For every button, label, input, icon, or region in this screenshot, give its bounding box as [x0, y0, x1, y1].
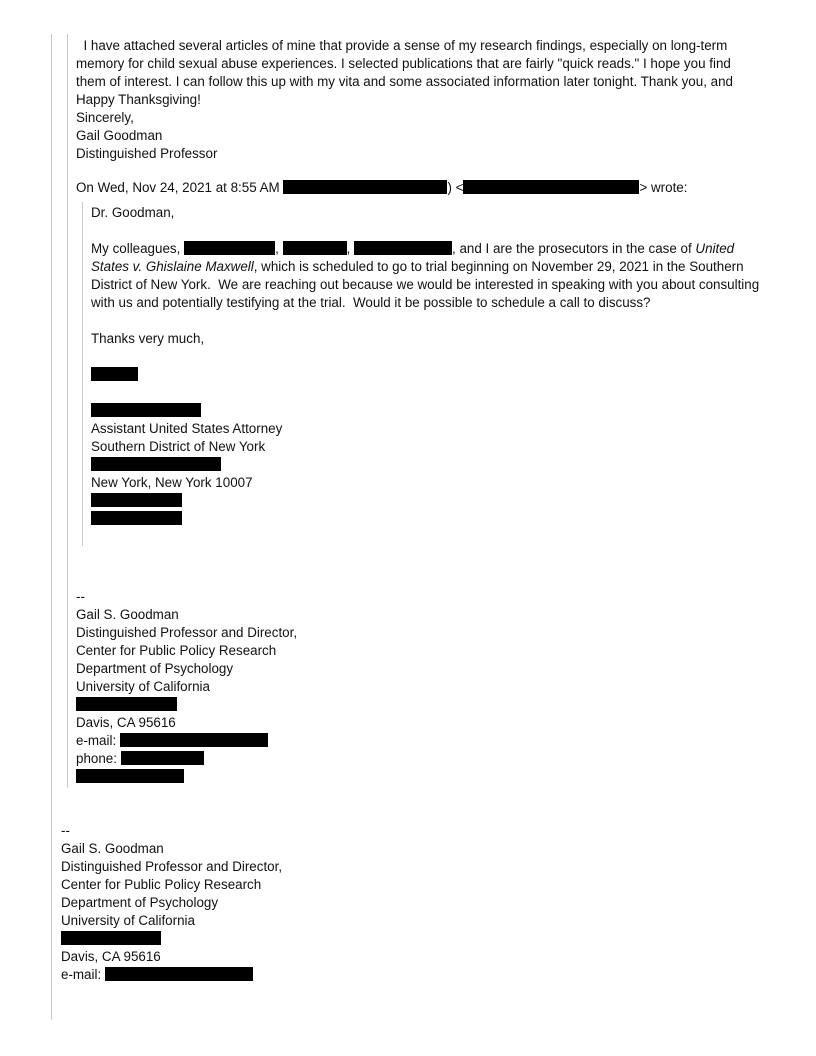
quote-header-suffix: > wrote:	[639, 180, 688, 195]
email-label: e-mail:	[76, 733, 117, 748]
quoted-sig-office: Southern District of New York	[91, 439, 266, 454]
sig-inner-city: Davis, CA 95616	[76, 715, 176, 730]
sig-inner-name: Gail S. Goodman	[76, 607, 179, 622]
reply-line-3: them of interest. I can follow this up with my vita and some associated information later tonight. Thank you, and	[76, 74, 733, 89]
redaction-outer-address	[61, 931, 161, 945]
sig-outer-city: Davis, CA 95616	[61, 949, 161, 964]
phone-label: phone:	[76, 751, 117, 766]
quoted-sig-role: Assistant United States Attorney	[91, 421, 283, 436]
sig-outer-email	[61, 966, 253, 984]
quoted-comma: ,	[275, 241, 279, 256]
redaction-inner-phone	[121, 751, 204, 765]
sig-inner-phone	[76, 750, 204, 768]
redaction-colleague-2	[283, 241, 347, 255]
quote-header	[76, 179, 687, 197]
reply-line-2: memory for child sexual abuse experiences. I selected publications that are fairly "quick reads." I hope you find	[76, 56, 731, 71]
redaction-signer-first-name	[91, 367, 138, 381]
redaction-sender-email	[463, 180, 639, 194]
redaction-sig-address	[91, 457, 221, 471]
redaction-inner-extra	[76, 769, 184, 783]
redaction-sig-email	[91, 511, 182, 525]
quoted-text: My colleagues,	[91, 241, 181, 256]
quoted-thanks: Thanks very much,	[91, 331, 205, 346]
sig-outer-center: Center for Public Policy Research	[61, 877, 262, 892]
sig-outer-dept: Department of Psychology	[61, 895, 219, 910]
email-label: e-mail:	[61, 967, 102, 982]
quote-header-mid: ) <	[447, 180, 464, 195]
sig-inner-dept: Department of Psychology	[76, 661, 234, 676]
sig-inner-univ: University of California	[76, 679, 210, 694]
reply-line-1: I have attached several articles of mine that provide a sense of my research findings, especially on long-term	[76, 38, 728, 53]
sig-inner-email	[76, 732, 268, 750]
sig-outer-title: Distinguished Professor and Director,	[61, 859, 283, 874]
quoted-sig-city: New York, New York 10007	[91, 475, 253, 490]
redaction-sender-name	[283, 180, 447, 194]
sig-inner-dashes: --	[76, 589, 85, 604]
redaction-signer-full-name	[91, 403, 201, 417]
case-name-part-1: United	[695, 241, 735, 256]
redaction-outer-email	[105, 967, 253, 981]
redaction-inner-email	[120, 733, 268, 747]
quoted-text: , which is scheduled to go to trial beginning on November 29, 2021 in the Southern	[253, 259, 744, 274]
reply-title: Distinguished Professor	[76, 146, 218, 161]
quoted-greeting: Dr. Goodman,	[91, 205, 175, 220]
redaction-colleague-3	[354, 241, 452, 255]
quoted-comma: ,	[346, 241, 351, 256]
redaction-inner-address	[76, 697, 177, 711]
quoted-p1-line-1	[91, 240, 734, 258]
sig-outer-univ: University of California	[61, 913, 195, 928]
reply-closing: Sincerely,	[76, 110, 134, 125]
reply-name: Gail Goodman	[76, 128, 163, 143]
quoted-text: , and I are the prosecutors in the case of	[452, 241, 692, 256]
sig-inner-title: Distinguished Professor and Director,	[76, 625, 298, 640]
outer-quote-rule	[51, 34, 52, 1020]
sig-outer-name: Gail S. Goodman	[61, 841, 164, 856]
redaction-colleague-1	[184, 241, 275, 255]
quoted-p1-line-2	[91, 258, 744, 276]
case-name-part-2: States v. Ghislaine Maxwell	[91, 259, 254, 274]
sig-inner-center: Center for Public Policy Research	[76, 643, 277, 658]
redaction-sig-phone	[91, 493, 182, 507]
middle-quote-rule	[67, 34, 68, 788]
sig-outer-dashes: --	[61, 823, 70, 838]
quote-header-prefix: On Wed, Nov 24, 2021 at 8:55 AM	[76, 180, 280, 195]
inner-quote-rule	[82, 202, 83, 546]
quoted-p1-line-4: with us and potentially testifying at the trial. Would it be possible to schedule a call to discuss?	[91, 295, 651, 310]
quoted-p1-line-3: District of New York. We are reaching out because we would be interested in speaking with you about consulting	[91, 277, 760, 292]
reply-line-4: Happy Thanksgiving!	[76, 92, 201, 107]
